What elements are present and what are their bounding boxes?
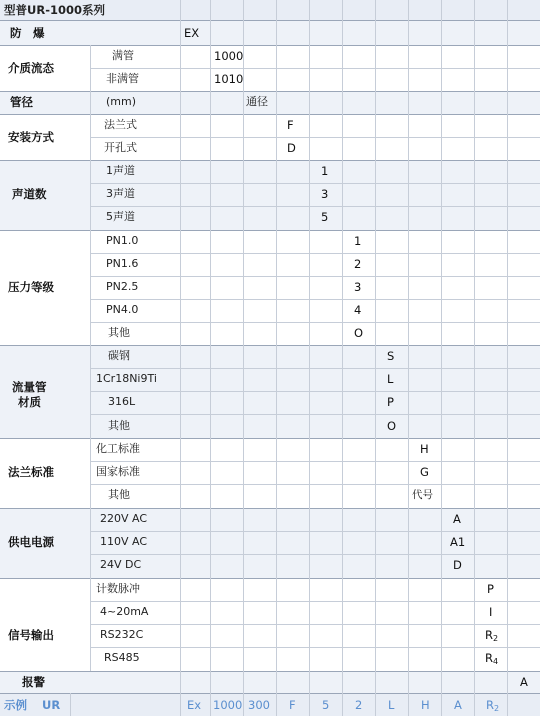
example-explosion: Ex [187, 698, 202, 712]
option-channels-1: 1声道 [106, 164, 135, 177]
grid-line [90, 206, 540, 207]
grid-line [180, 0, 181, 716]
example-diameter: 300 [248, 698, 270, 712]
category-material-line1: 流量管 [12, 380, 47, 394]
grid-line [90, 531, 540, 532]
option-medium-full: 满管 [112, 49, 134, 62]
grid-line [0, 438, 540, 439]
grid-line [0, 671, 540, 672]
example-material: L [388, 698, 395, 712]
example-flange: H [421, 698, 430, 712]
option-diameter-unit: (mm) [106, 95, 137, 108]
band-channels [0, 160, 540, 230]
option-install-hole: 开孔式 [104, 141, 137, 154]
code-power-a1: A1 [450, 535, 466, 549]
grid-line [90, 137, 540, 138]
category-flange: 法兰标准 [8, 465, 54, 479]
grid-line [0, 345, 540, 346]
grid-line [210, 0, 211, 716]
band-explosion [0, 20, 540, 45]
example-medium: 1000 [213, 698, 243, 712]
grid-line [0, 160, 540, 161]
option-power-110: 110V AC [100, 535, 148, 548]
option-material-other: 其他 [108, 419, 130, 432]
code-pressure-1: 1 [354, 234, 362, 248]
grid-line [90, 322, 540, 323]
band-alarm [0, 671, 540, 693]
example-signal: $R_2$ [486, 698, 500, 713]
grid-line [0, 91, 540, 92]
code-pressure-2: 2 [354, 257, 362, 271]
code-medium-full: 1000 [214, 49, 244, 63]
category-install: 安装方式 [8, 130, 54, 144]
example-label: 示例 [4, 698, 27, 712]
grid-line [276, 0, 277, 716]
option-power-24: 24V DC [100, 558, 142, 571]
option-medium-partial: 非满管 [106, 72, 139, 85]
grid-line [0, 578, 540, 579]
code-channels-3: 3 [321, 187, 329, 201]
option-pressure-4: PN4.0 [106, 303, 139, 316]
category-power: 供电电源 [8, 535, 54, 549]
grid-line [408, 0, 409, 716]
grid-line [243, 0, 244, 716]
grid-line [90, 45, 91, 671]
code-pressure-3: 3 [354, 280, 362, 294]
grid-line [90, 554, 540, 555]
option-signal-pulse: 计数脉冲 [96, 582, 140, 595]
code-material-s: S [387, 349, 395, 363]
grid-line [375, 0, 376, 716]
grid-line [90, 601, 540, 602]
grid-line [342, 0, 343, 716]
option-channels-5: 5声道 [106, 210, 135, 223]
band-diameter [0, 91, 540, 114]
example-series: UR [42, 698, 61, 712]
option-material-stainless: 1Cr18Ni9Ti [96, 372, 157, 385]
option-pressure-other: 其他 [108, 326, 130, 339]
grid-line [441, 0, 442, 716]
example-power: A [454, 698, 462, 712]
grid-line [90, 484, 540, 485]
grid-line [0, 693, 540, 694]
category-material-line2: 材质 [18, 395, 41, 409]
code-power-a: A [453, 512, 461, 526]
grid-line [90, 624, 540, 625]
grid-line [0, 45, 540, 46]
code-signal-i: I [489, 605, 493, 619]
option-material-316l: 316L [108, 395, 136, 408]
category-medium: 介质流态 [8, 61, 54, 75]
category-pressure: 压力等级 [8, 280, 54, 294]
code-channels-5: 5 [321, 210, 329, 224]
option-flange-other: 其他 [108, 488, 130, 501]
code-flange-custom: 代号 [412, 489, 433, 501]
option-signal-rs485: RS485 [104, 651, 140, 664]
option-channels-3: 3声道 [106, 187, 135, 200]
option-flange-national: 国家标准 [96, 465, 140, 478]
code-power-d: D [453, 558, 462, 572]
code-install-flange: F [287, 118, 294, 132]
option-flange-chemical: 化工标准 [96, 442, 140, 455]
code-pressure-other: O [354, 326, 364, 340]
example-pressure: 2 [355, 698, 363, 712]
code-flange-h: H [420, 442, 429, 456]
example-channels: 5 [322, 698, 330, 712]
grid-line [0, 230, 540, 231]
code-pressure-4: 4 [354, 303, 362, 317]
option-pressure-1: PN1.0 [106, 234, 139, 247]
grid-line [90, 368, 540, 369]
code-diameter: 通径 [246, 95, 268, 108]
code-alarm: A [520, 675, 528, 689]
code-material-p: P [387, 395, 394, 409]
code-material-l: L [387, 372, 394, 386]
category-alarm: 报警 [22, 675, 45, 689]
code-material-o: O [387, 419, 397, 433]
table-title: 型普UR-1000系列 [4, 3, 105, 17]
grid-line [309, 0, 310, 716]
grid-line [90, 276, 540, 277]
option-power-220: 220V AC [100, 512, 148, 525]
option-signal-rs232: RS232C [100, 628, 144, 641]
grid-line [90, 183, 540, 184]
grid-line [90, 253, 540, 254]
grid-line [90, 391, 540, 392]
option-pressure-3: PN2.5 [106, 280, 139, 293]
example-install: F [289, 698, 296, 712]
grid-line [90, 647, 540, 648]
category-explosion: 防 爆 [10, 26, 45, 40]
option-pressure-2: PN1.6 [106, 257, 139, 270]
code-signal-p: P [487, 582, 494, 596]
grid-line [90, 414, 540, 415]
grid-line [90, 299, 540, 300]
band-pressure [0, 230, 540, 345]
grid-line [0, 20, 540, 21]
grid-line [0, 114, 540, 115]
grid-line [90, 461, 540, 462]
grid-line [90, 68, 540, 69]
grid-line [0, 508, 540, 509]
option-material-carbon: 碳钢 [108, 349, 130, 362]
code-signal-r2: $R_2$ [485, 628, 499, 643]
grid-line [70, 693, 71, 716]
code-signal-r4: $R_4$ [485, 651, 499, 666]
grid-line [474, 0, 475, 716]
category-diameter: 管径 [10, 95, 33, 109]
code-install-hole: D [287, 141, 296, 155]
code-explosion: EX [184, 26, 200, 40]
code-channels-1: 1 [321, 164, 329, 178]
option-install-flange: 法兰式 [104, 118, 137, 131]
category-signal: 信号输出 [8, 628, 54, 642]
band-flange [0, 438, 540, 508]
option-signal-420: 4~20mA [100, 605, 149, 618]
grid-line [507, 0, 508, 716]
code-medium-partial: 1010 [214, 72, 244, 86]
category-channels: 声道数 [12, 187, 47, 201]
code-flange-g: G [420, 465, 429, 479]
